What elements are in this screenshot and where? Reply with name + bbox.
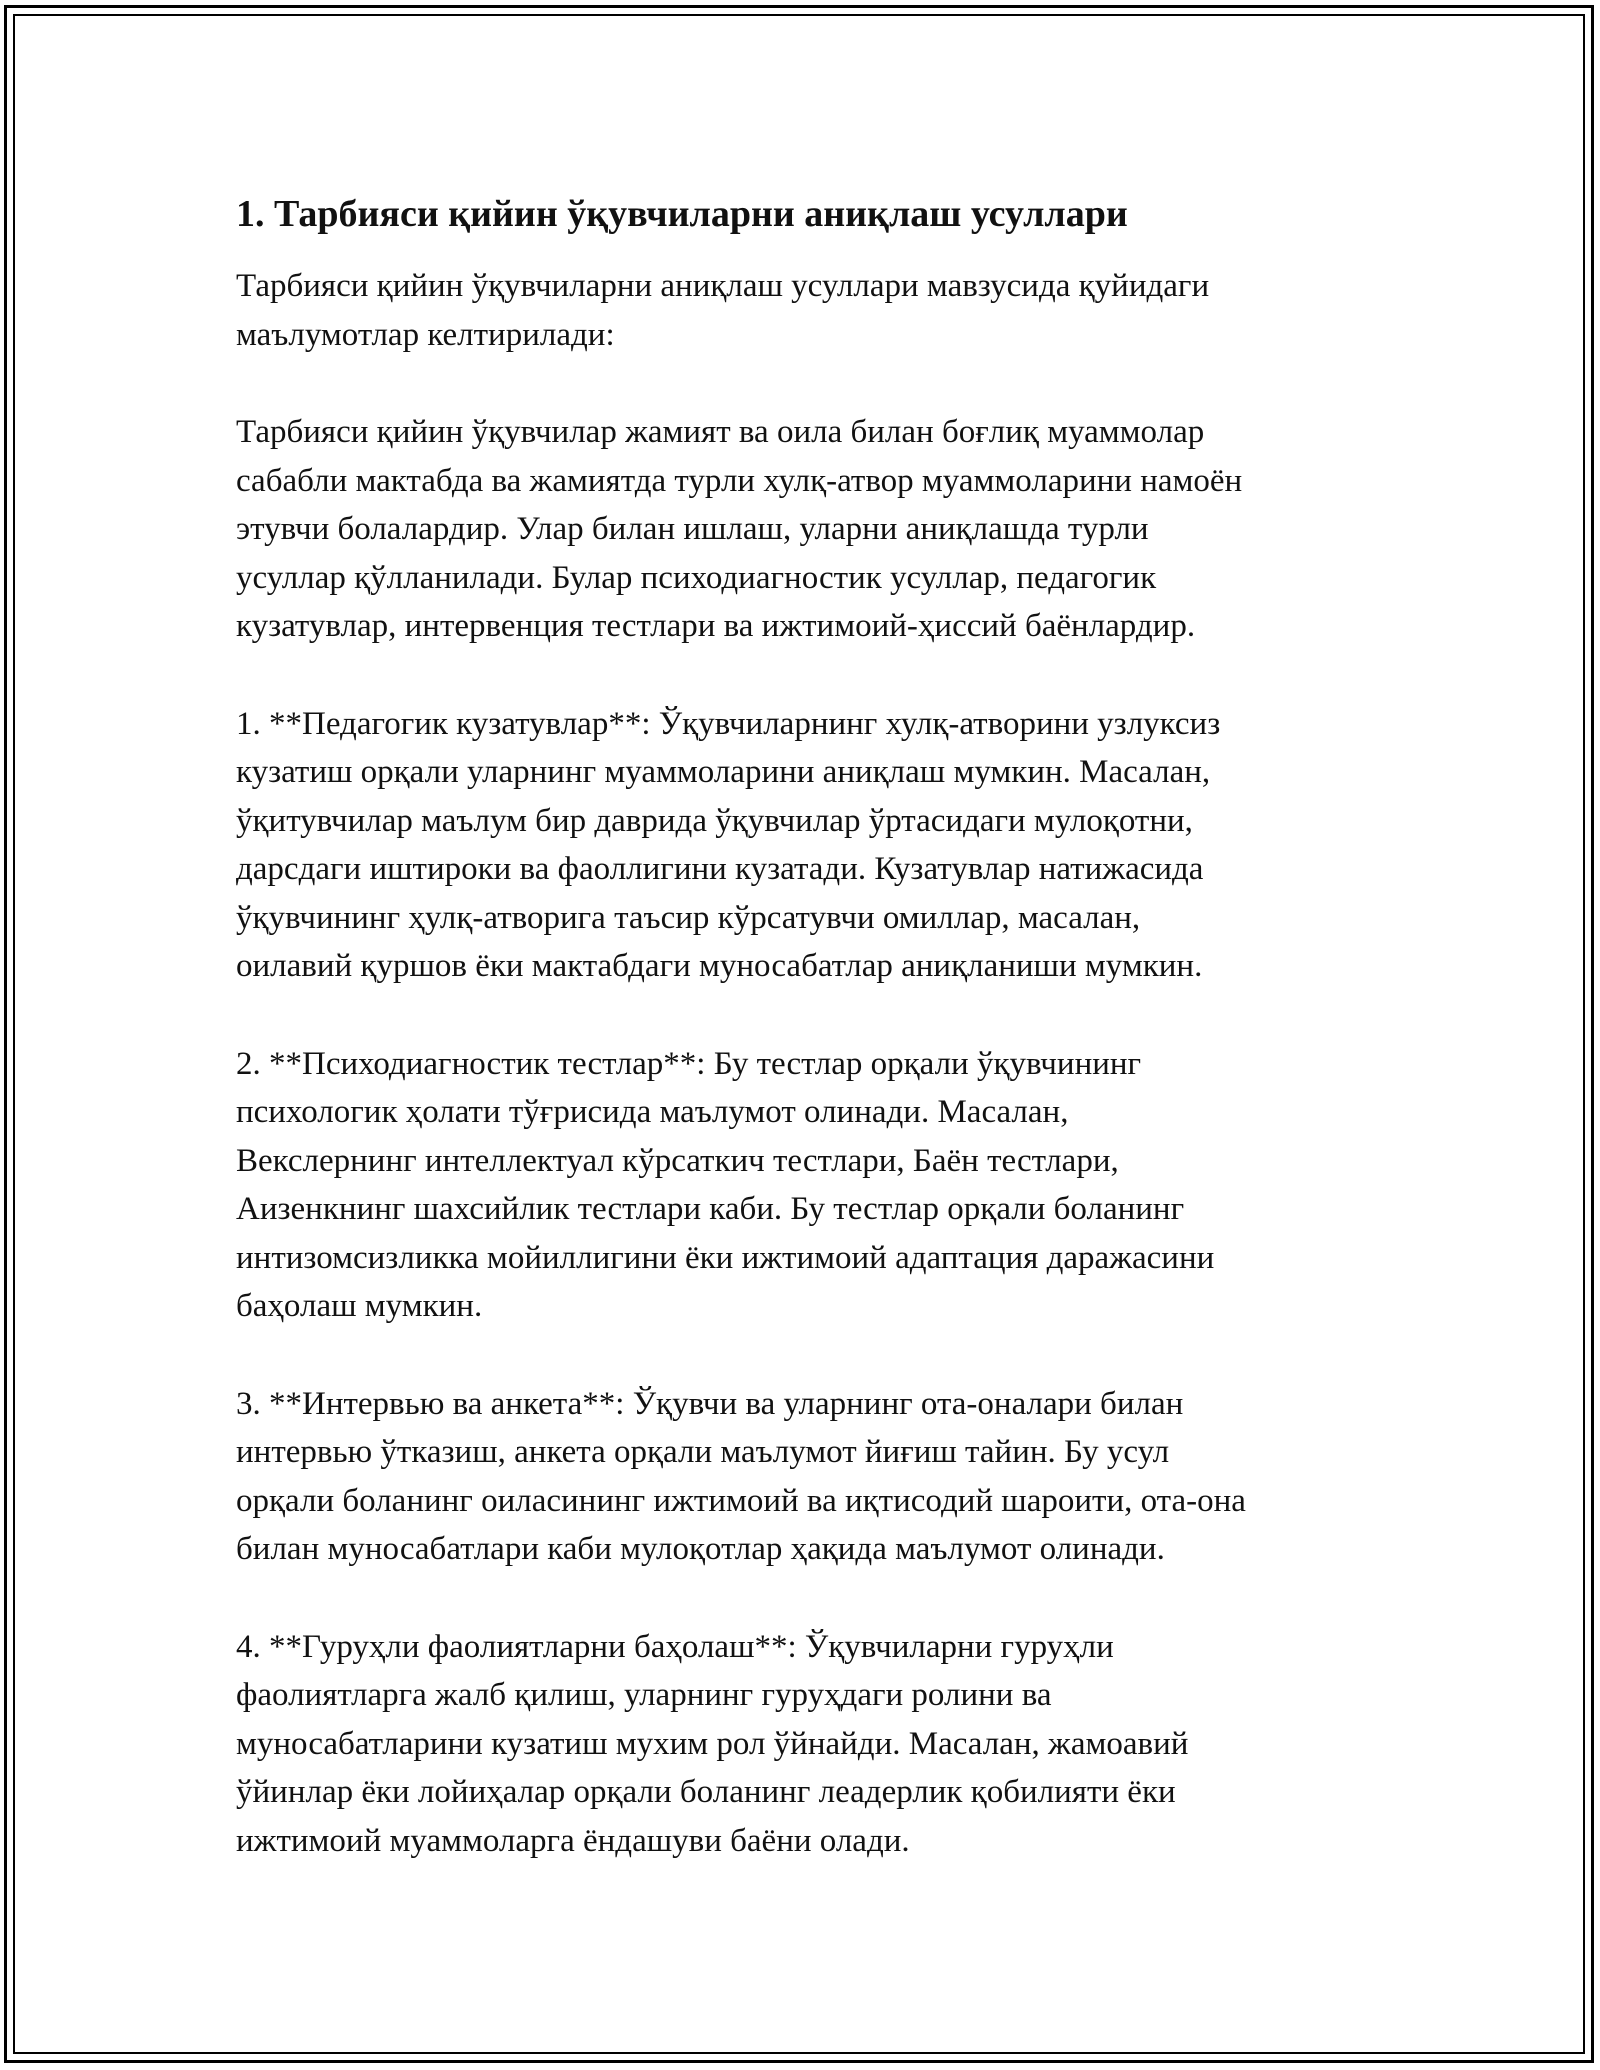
method-psychodiagnostic-tests: 2. **Психодиагностик тестлар**: Бу тестлар орқали ўқувчининг психологик ҳолати тўғрисида маълумот олинади. Масалан, Векслернинг интеллектуал кўрсаткич тестлари, Баён тестлари, Аизенкнинг шахсийлик тестлари каби. Бу тестлар орқали боланинг интизомсизликка мойиллигини ёки ижтимоий адаптация даражасини баҳолаш мумкин. [236,1045,1215,1324]
document-title: 1. Тарбияси қийин ўқувчиларни аниқлаш усуллари [236,193,1128,235]
document-body [236,186,1396,1914]
method-group-activity-assessment: 4. **Гуруҳли фаолиятларни баҳолаш**: Ўқувчиларни гуруҳли фаолиятларга жалб қилиш, уларнинг гуруҳдаги ролини ва муносабатларини кузатиш мухим рол ўйнайди. Масалан, жамоавий ўйинлар ёки лойиҳалар орқали боланинг леадерлик қобилияти ёки ижтимоий муаммоларга ёндашуви баёни олади. [236,1628,1189,1859]
method-pedagogical-observations: 1. **Педагогик кузатувлар**: Ўқувчиларнинг хулқ-атворини узлуксиз кузатиш орқали уларнинг муаммоларини аниқлаш мумкин. Масалан, ўқитувчилар маълум бир даврида ўқувчилар ўртасидаги мулоқотни, дарсдаги иштироки ва фаоллигини кузатади. Кузатувлар натижасида ўқувчининг ҳулқ-атворига таъсир кўрсатувчи омиллар, масалан, оилавий қуршов ёки мактабдаги муносабатлар аниқланиши мумкин. [236,705,1221,984]
definition-paragraph: Тарбияси қийин ўқувчилар жамият ва оила билан боғлиқ муаммолар сабабли мактабда ва жамиятда турли хулқ-атвор муаммоларини намоён этувчи болалардир. Улар билан ишлаш, уларни аниқлашда турли усуллар қўлланилади. Булар психодиагностик усуллар, педагогик кузатувлар, интервенция тестлари ва ижтимоий-ҳиссий баёнлардир. [236,414,1243,644]
intro-paragraph: Тарбияси қийин ўқувчиларни аниқлаш усуллари мавзусида қуйидаги маълумотлар келтирилади: [236,268,1210,353]
method-interview-questionnaire: 3. **Интервью ва анкета**: Ўқувчи ва уларнинг ота-оналари билан интервью ўтказиш, анкета орқали маълумот йиғиш тайин. Бу усул орқали боланинг оиласининг ижтимоий ва иқтисодий шароити, ота-она билан муносабатлари каби мулоқотлар ҳақида маълумот олинади. [236,1385,1246,1567]
